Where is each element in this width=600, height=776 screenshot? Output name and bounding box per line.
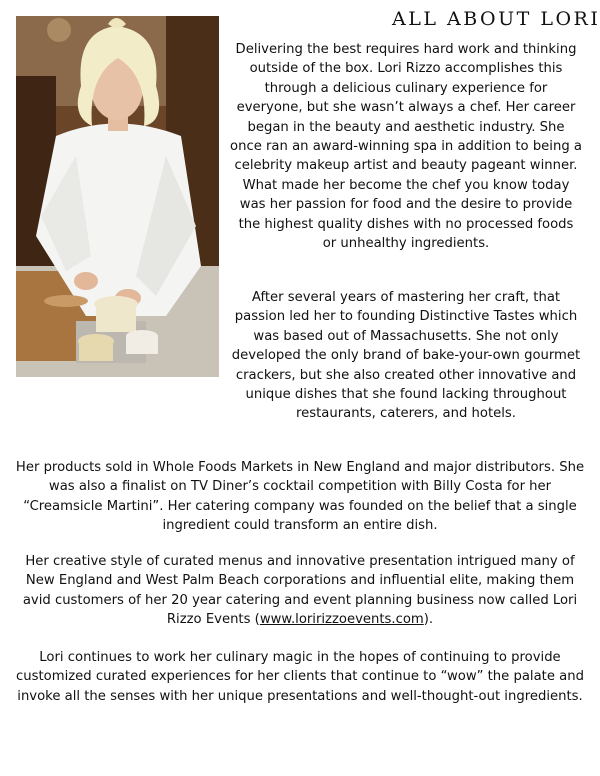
- chef-photo-illustration: [16, 16, 219, 377]
- catering-paragraph: [14, 552, 586, 630]
- products-paragraph: Her products sold in Whole Foods Markets in New England and major distributors. She was also a finalist on TV Diner’s cocktail competition with Billy Costa for her “Creamsicle Martini”. Her catering company was founded on the belief that a single ingredient could transform an entire dish.: [15, 460, 585, 534]
- catering-text-end: ).: [423, 612, 434, 628]
- page-title: ALL ABOUT LORI: [392, 8, 600, 30]
- intro-paragraph: Delivering the best requires hard work and thinking outside of the box. Lori Rizzo accomplishes this through a delicious culinary experience for everyone, but she wasn’t always a chef. Her career began in the beauty and aesthetic industry. She once ran an award-winning spa in addition to being a celebrity makeup artist and beauty pageant winner. What made her become the chef you know today was her passion for food and the desire to provide the highest quality dishes with no processed foods or unhealthy ingredients.: [230, 42, 582, 252]
- catering-text: Her creative style of curated menus and innovative presentation intrigued many of New England and West Palm Beach corporations and influential elite, making them avid customers of her 20 year catering and event planning business now called Lori Rizzo Events (: [22, 554, 578, 628]
- website-link[interactable]: www.loririzzoevents.com: [259, 612, 424, 628]
- closing-paragraph: Lori continues to work her culinary magic in the hopes of continuing to provide customized curated experiences for her clients that continue to “wow” the palate and invoke all the senses with her unique presentations and well-thought-out ingredients.: [16, 650, 584, 704]
- chef-photo: [16, 16, 219, 377]
- distinctive-tastes-paragraph: After several years of mastering her craft, that passion led her to founding Distinctive Tastes which was based out of Massachusetts. She not only developed the only brand of bake-your-own gourmet crackers, but she also created other innovative and unique dishes that she found lacking throughout restaurants, caterers, and hotels.: [231, 290, 581, 422]
